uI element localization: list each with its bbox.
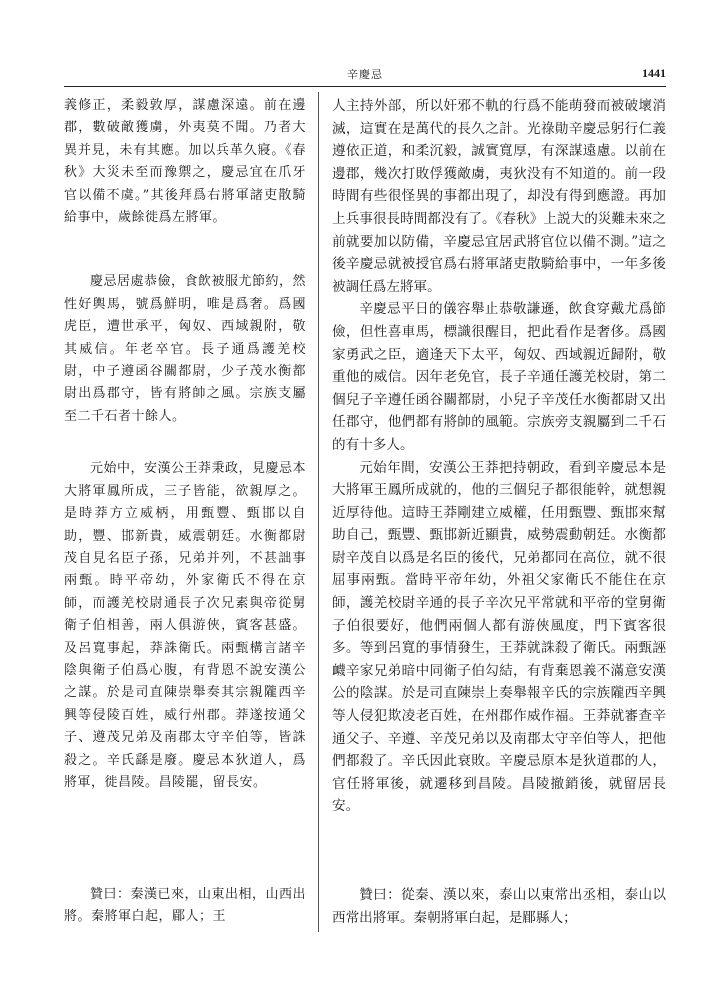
right-paragraph-4: 贊曰：從秦、漢以來，泰山以東常出丞相，泰山以西常出將軍。秦朝將軍白起，是郿縣人； <box>332 887 666 926</box>
right-paragraph-1: 人主持外部，所以奸邪不軌的行爲不能萌發而被破壞消滅，這實在是萬代的長久之計。光祿勛辛慶忌躬行仁義遵依正道，和柔沉毅，誠實寬厚，有深謀遠慮。以前在邊郡，幾次打敗俘獲敵虜，夷狄没有不知道的。前一段時間有些很怪異的事都出現了，却没有得到應證。再加上兵事很長時間都没有了。《春秋》上説大的災難未來之前就要加以防備，辛慶忌宜居武將官位以備不測。”這之後辛慶忌就被授官爲右將軍諸吏散騎給事中，一年多後被調任爲左將軍。 <box>332 98 666 295</box>
right-column-translation <box>332 95 666 818</box>
left-column-classical-text <box>64 95 306 794</box>
right-paragraph-3: 元始年間，安漢公王莽把持朝政，看到辛慶忌本是大將軍王鳳所成就的，他的三個兒子都很能幹，就想親近厚待他。這時王莽剛建立威權，任用甄豐、甄邯來幫助自己，甄豐、甄邯新近顯貴，威勢震動朝廷。水衡都尉辛茂自以爲是名臣的後代，兄弟都同在高位，就不很屈事兩甄。當時平帝年幼，外祖父家衛氏不能住在京師，護羌校尉辛通的長子辛次兄平常就和平帝的堂舅衛子伯很要好，他們兩個人都有游俠風度，門下賓客很多。等到呂寬的事情發生，王莽就誅殺了衛氏。兩甄誣衊辛家兄弟暗中同衛子伯勾結，有背棄恩義不滿意安漢公的陰謀。於是司直陳崇上奏舉報辛氏的宗族隴西辛興等人侵犯欺凌老百姓，在州郡作威作福。王莽就審查辛通父子、辛遵、辛茂兄弟以及南郡太守辛伯等人，把他們都殺了。辛氏因此衰敗。辛慶忌原本是狄道郡的人，官任將軍後，就遷移到昌陵。昌陵撤銷後，就留居長安。 <box>332 459 666 815</box>
header-rule <box>64 86 666 87</box>
left-paragraph-3: 元始中，安漢公王莽秉政，見慶忌本大將軍鳳所成，三子皆能，欲親厚之。是時莽方立威柄，用甄豐、甄邯以自助，豐、邯新貴，威震朝廷。水衡都尉茂自見名臣子孫，兄弟并列，不甚詘事兩甄。時平帝幼，外家衛氏不得在京師，而護羌校尉通長子次兄素與帝從舅衛子伯相善，兩人俱游俠，賓客甚盛。及呂寬事起，莽誅衛氏。兩甄構言諸辛陰與衛子伯爲心腹，有背恩不說安漢公之謀。於是司直陳崇舉奏其宗親隴西辛興等侵陵百姓，威行州郡。莽遂按通父子、遵茂兄弟及南郡太守辛伯等，皆誅殺之。辛氏繇是廢。慶忌本狄道人，爲將軍，徙昌陵。昌陵罷，留長安。 <box>64 461 307 790</box>
page-number: 1441 <box>642 66 666 80</box>
left-zan-section <box>64 884 306 929</box>
right-paragraph-2: 辛慶忌平日的儀容舉止恭敬謙遜，飲食穿戴尤爲節儉，但性喜車馬，標識很醒目，把此看作是奢侈。爲國家勇武之臣，適逢天下太平，匈奴、西域親近歸附，敬重他的威信。因年老免官，長子辛通任護羌校尉，第二個兒子辛遵任函谷關都尉，小兒子辛茂任水衡都尉又出任郡守，他們都有將帥的風範。宗族旁支親屬到二千石的有十多人。 <box>332 301 666 453</box>
column-divider <box>318 92 319 932</box>
left-paragraph-4: 贊曰：秦漢已來，山東出相，山西出將。秦將軍白起，郿人；王 <box>64 887 307 925</box>
left-paragraph-1: 義修正，柔毅敦厚，謀慮深遠。前在邊郡，數破敵獲虜，外夷莫不聞。乃者大異并見，未有其應。加以兵革久寢。《春秋》大災未至而豫禦之，慶忌宜在爪牙官以備不虞。”其後拜爲右將軍諸吏散騎給事中，歲餘徙爲左將軍。 <box>64 98 306 226</box>
running-title: 辛慶忌 <box>347 68 383 81</box>
right-zan-section <box>332 884 666 929</box>
page-header <box>64 66 666 86</box>
left-paragraph-2: 慶忌居處恭儉，食飲被服尤節約，然性好輿馬，號爲鮮明，唯是爲奢。爲國虎臣，遭世承平，匈奴、西域親附，敬其威信。年老卒官。長子通爲護羌校尉，中子遵函谷關都尉，少子茂水衡都尉出爲郡守，皆有將帥之風。宗族支屬至二千石者十餘人。 <box>64 274 307 424</box>
